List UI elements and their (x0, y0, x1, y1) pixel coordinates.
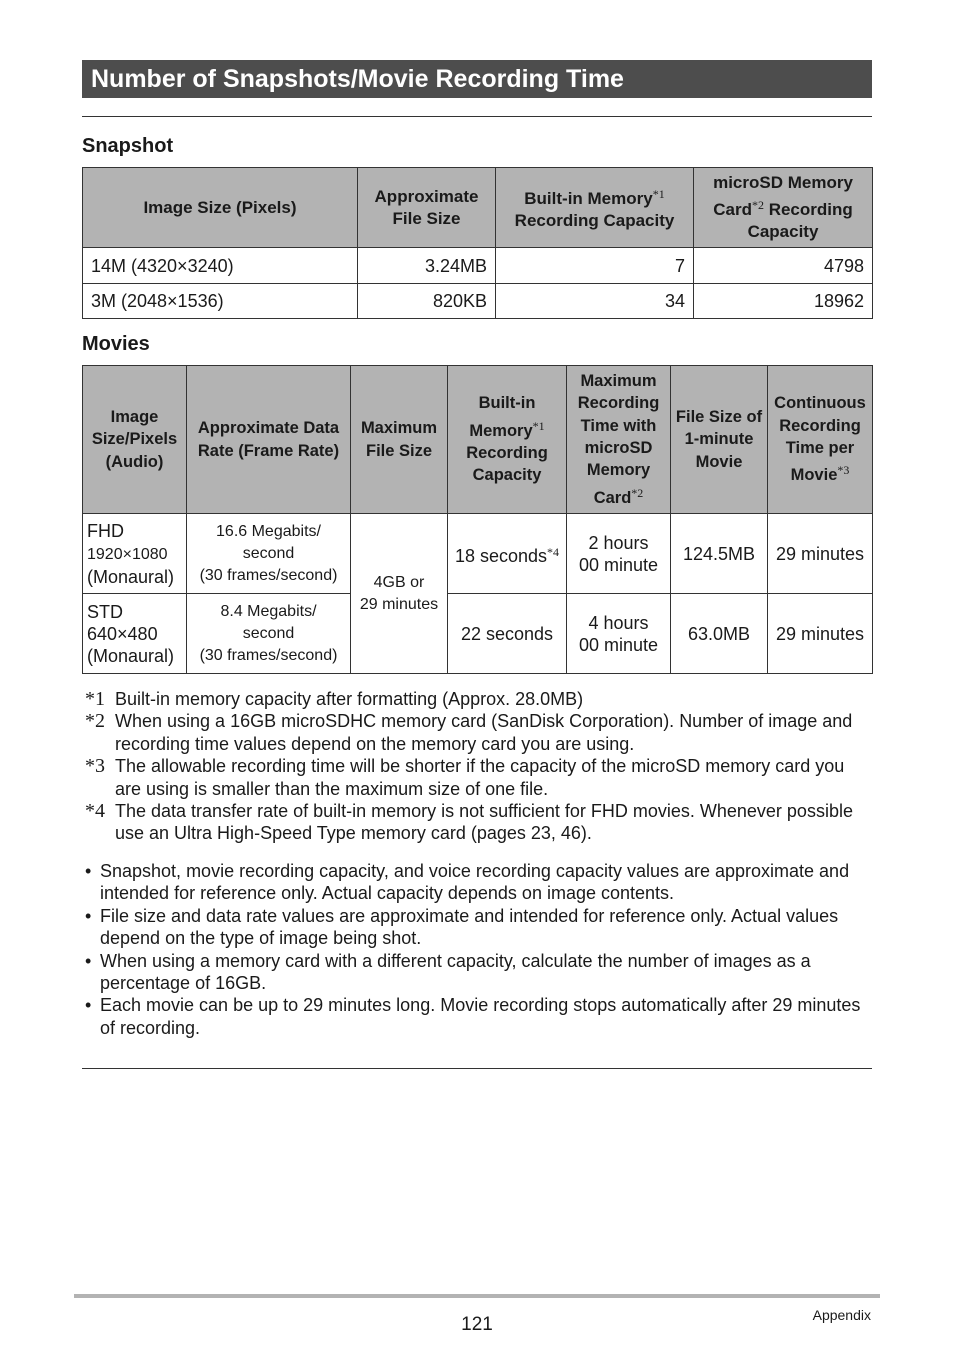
snapshot-table (82, 167, 873, 319)
title-divider (82, 116, 872, 117)
footnote-marker: *4 (85, 800, 105, 823)
table-row (83, 248, 873, 284)
bullet-marker: • (85, 950, 92, 971)
cell-one-minute-file-size: 124.5MB (671, 514, 768, 594)
cell-microsd-capacity: 4798 (694, 248, 873, 284)
cell-microsd-capacity: 18962 (694, 284, 873, 319)
header-file-size: Approximate File Size (358, 168, 496, 248)
list-item (82, 860, 872, 905)
cell-max-recording-time: 2 hours 00 minute (567, 514, 671, 594)
cell-builtin-capacity: 18 seconds$^{*4}$ (448, 514, 567, 594)
header-image-size: Image Size (Pixels) (83, 168, 358, 248)
header-max-file-size: Maximum File Size (351, 366, 448, 514)
footer-divider (74, 1294, 880, 1298)
footnote-ref-1: *1 (532, 418, 545, 433)
header-image-size: Image Size/Pixels (Audio) (83, 366, 187, 514)
header-microsd-capacity: microSD Memory Card$^{*2}$ Recording Capacity (694, 168, 873, 248)
footnote-marker: *2 (85, 710, 105, 733)
list-item (82, 994, 872, 1039)
table-row (83, 594, 873, 674)
cell-one-minute-file-size: 63.0MB (671, 594, 768, 674)
snapshot-header-row (83, 168, 873, 248)
movies-header-row (83, 366, 873, 514)
footnote-text: Built-in memory capacity after formatting (Approx. 28.0MB) (115, 689, 584, 709)
footnote-ref-2: *2 (631, 485, 644, 500)
footnote-marker: *1 (85, 688, 105, 710)
list-item-text: Snapshot, movie recording capacity, and voice recording capacity values are approximate and intended for reference only. Actual capacity depends on image contents. (100, 861, 850, 904)
section-label: Appendix (812, 1307, 871, 1323)
footnote-text: When using a 16GB microSDHC memory card (SanDisk Corporation). Number of image and recording time values depend on the memory card you are using. (115, 711, 853, 754)
table-row (83, 514, 873, 594)
footnote-marker: *3 (85, 755, 105, 778)
footnote-2 (82, 710, 872, 755)
movies-heading: Movies (82, 333, 150, 355)
cell-continuous-time: 29 minutes (768, 594, 873, 674)
header-builtin-capacity: Built-in Memory$^{*1}$ Recording Capacity (496, 168, 694, 248)
footnote-text: The data transfer rate of built-in memory is not sufficient for FHD movies. Whenever possible use an Ultra High-Speed Type memory card (pages 23, 46). (115, 801, 853, 844)
bullet-marker: • (85, 995, 92, 1016)
page-title: Number of Snapshots/Movie Recording Time (82, 60, 872, 98)
footnote-ref-3: *3 (837, 463, 850, 478)
header-one-minute-file-size: File Size of 1-minute Movie (671, 366, 768, 514)
footnote-4 (82, 800, 872, 845)
cell-builtin-capacity: 22 seconds (448, 594, 567, 674)
header-data-rate: Approximate Data Rate (Frame Rate) (187, 366, 351, 514)
cell-continuous-time: 29 minutes (768, 514, 873, 594)
bullet-marker: • (85, 861, 92, 881)
list-item (82, 905, 872, 950)
footnotes (82, 688, 872, 845)
header-builtin-capacity: Built-in Memory$^{*1}$ Recording Capacity (448, 366, 567, 514)
cell-image-size: 14M (4320×3240) (83, 248, 358, 284)
cell-image-size: 3M (2048×1536) (83, 284, 358, 319)
cell-max-recording-time: 4 hours 00 minute (567, 594, 671, 674)
table-row (83, 284, 873, 319)
snapshot-heading: Snapshot (82, 135, 174, 157)
list-item (82, 950, 872, 995)
footnote-3 (82, 755, 872, 800)
cell-file-size: 3.24MB (358, 248, 496, 284)
cell-data-rate: 16.6 Megabits/ second (30 frames/second) (187, 514, 351, 594)
cell-max-file-size: 4GB or 29 minutes (351, 514, 448, 674)
list-item-text: Each movie can be up to 29 minutes long. Movie recording stops automatically after 29 minutes of recording. (100, 995, 861, 1038)
list-item-text: When using a memory card with a different capacity, calculate the number of images as a percentage of 16GB. (100, 950, 811, 994)
footnote-ref-4: *4 (547, 544, 560, 559)
cell-file-size: 820KB (358, 284, 496, 319)
page-number: 121 (461, 1314, 493, 1335)
header-max-recording-time: Maximum Recording Time with microSD Memory Card$^{*2}$ (567, 366, 671, 514)
cell-image-size: FHD 1920×1080 (Monaural) (83, 514, 187, 594)
cell-data-rate: 8.4 Megabits/ second (30 frames/second) (187, 594, 351, 674)
footnote-ref-1: *1 (652, 187, 665, 201)
list-item-text: File size and data rate values are approximate and intended for reference only. Actual values depend on the type of image being shot. (100, 905, 839, 949)
section-divider (82, 1068, 872, 1069)
cell-builtin-capacity: 34 (496, 284, 694, 319)
cell-image-size: STD 640×480 (Monaural) (83, 594, 187, 674)
footnote-1 (82, 688, 872, 710)
movies-table (82, 365, 873, 674)
header-continuous-time: Continuous Recording Time per Movie$^{*3}$ (768, 366, 873, 514)
footnote-text: The allowable recording time will be shorter if the capacity of the microSD memory card you are using is smaller than the maximum size of one file. (115, 756, 845, 799)
footnote-ref-2: *2 (751, 198, 764, 212)
cell-builtin-capacity: 7 (496, 248, 694, 284)
bullet-marker: • (85, 905, 92, 926)
notes-list (82, 860, 872, 1039)
